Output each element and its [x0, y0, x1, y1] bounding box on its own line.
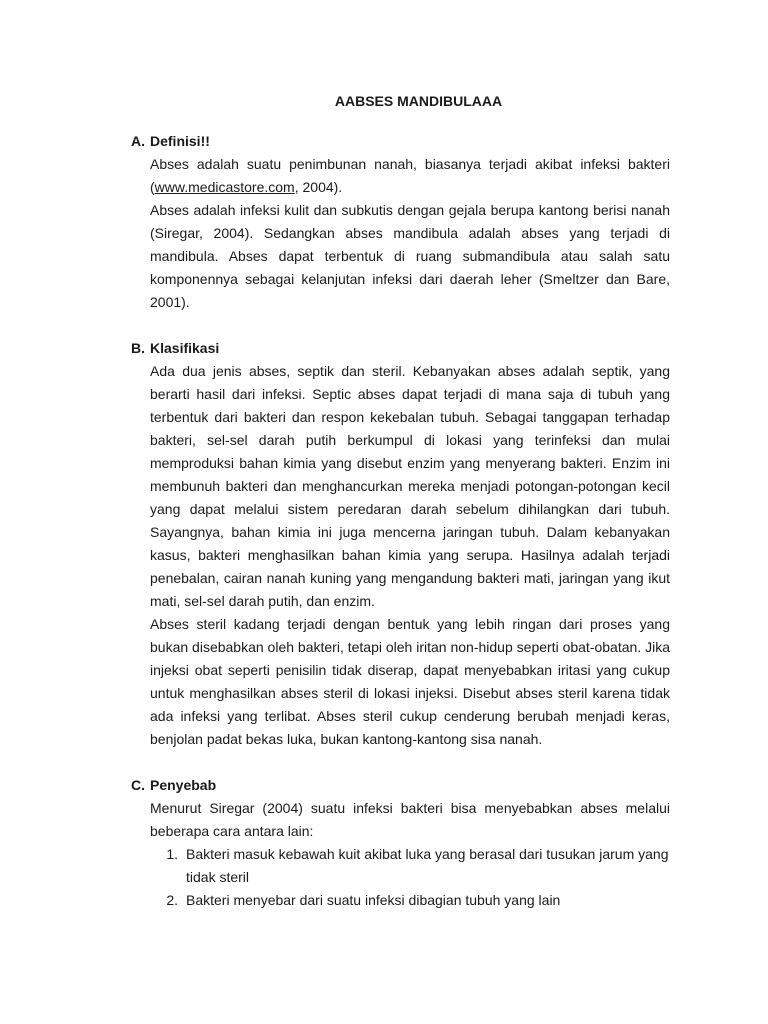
medicastore-link[interactable]: www.medicastore.com — [154, 179, 295, 195]
section-title: Penyebab — [150, 777, 217, 793]
section-letter: C. — [131, 777, 145, 793]
section-title: Klasifikasi — [150, 340, 220, 356]
list-item — [150, 889, 670, 912]
section-heading-klasifikasi — [131, 337, 670, 360]
section-definisi — [131, 130, 670, 314]
paragraph-text: Abses adalah suatu penimbunan nanah, biasanya terjadi akibat infeksi bakteri ( — [150, 156, 670, 195]
section-heading-definisi — [131, 130, 670, 153]
paragraph: Menurut Siregar (2004) suatu infeksi bakteri bisa menyebabkan abses melalui beberapa cara antara lain: — [150, 800, 670, 839]
section-klasifikasi — [131, 337, 670, 751]
paragraph-text: , 2004). — [294, 179, 343, 195]
section-letter: B. — [131, 340, 145, 356]
paragraph: Abses steril kadang terjadi dengan bentuk yang lebih ringan dari proses yang bukan disebabkan oleh bakteri, tetapi oleh iritan non-hidup seperti obat-obatan. Jika injeksi obat seperti penisilin tidak diserap, dapat menyebabkan iritasi yang cukup untuk menghasilkan abses steril di lokasi injeksi. Disebut abses steril karena tidak ada infeksi yang terlibat. Abses steril cukup cenderung berubah menjadi keras, benjolan padat bekas luka, bukan kantong-kantong sisa nanah. — [150, 616, 670, 747]
list-item — [150, 843, 670, 889]
section-heading-penyebab — [131, 774, 670, 797]
list-item-text: Bakteri menyebar dari suatu infeksi dibagian tubuh yang lain — [186, 892, 561, 908]
paragraph — [150, 153, 670, 199]
list-item-text: Bakteri masuk kebawah kuit akibat luka yang berasal dari tusukan jarum yang tidak steril — [186, 846, 669, 885]
list-number: 2. — [166, 892, 178, 908]
list-number: 1. — [166, 846, 178, 862]
paragraph: Abses adalah infeksi kulit dan subkutis dengan gejala berupa kantong berisi nanah (Siregar, 2004). Sedangkan abses mandibula adalah abses yang terjadi di mandibula. Abses dapat terbentuk di ruang submandibula atau salah satu komponennya sebagai kelanjutan infeksi dari daerah leher (Smeltzer dan Bare, 2001). — [150, 202, 670, 310]
document-title: AABSES MANDIBULAAA — [334, 93, 503, 109]
section-title: Definisi!! — [150, 133, 210, 149]
section-penyebab — [131, 774, 670, 912]
cause-list — [150, 843, 670, 912]
paragraph: Ada dua jenis abses, septik dan steril. Kebanyakan abses adalah septik, yang berarti hasil dari infeksi. Septic abses dapat terjadi di mana saja di tubuh yang terbentuk dari bakteri dan respon kekebalan tubuh. Sebagai tanggapan terhadap bakteri, sel-sel darah putih berkumpul di lokasi yang terinfeksi dan mulai memproduksi bahan kimia yang disebut enzim yang menyerang bakteri. Enzim ini membunuh bakteri dan menghancurkan mereka menjadi potongan-potongan kecil yang dapat melalui sistem peredaran darah sebelum dihilangkan dari tubuh. Sayangnya, bahan kimia ini juga mencerna jaringan tubuh. Dalam kebanyakan kasus, bakteri menghasilkan bahan kimia yang serupa. Hasilnya adalah terjadi penebalan, cairan nanah kuning yang mengandung bakteri mati, jaringan yang ikut mati, sel-sel darah putih, dan enzim. — [150, 363, 670, 609]
section-letter: A. — [131, 133, 145, 149]
